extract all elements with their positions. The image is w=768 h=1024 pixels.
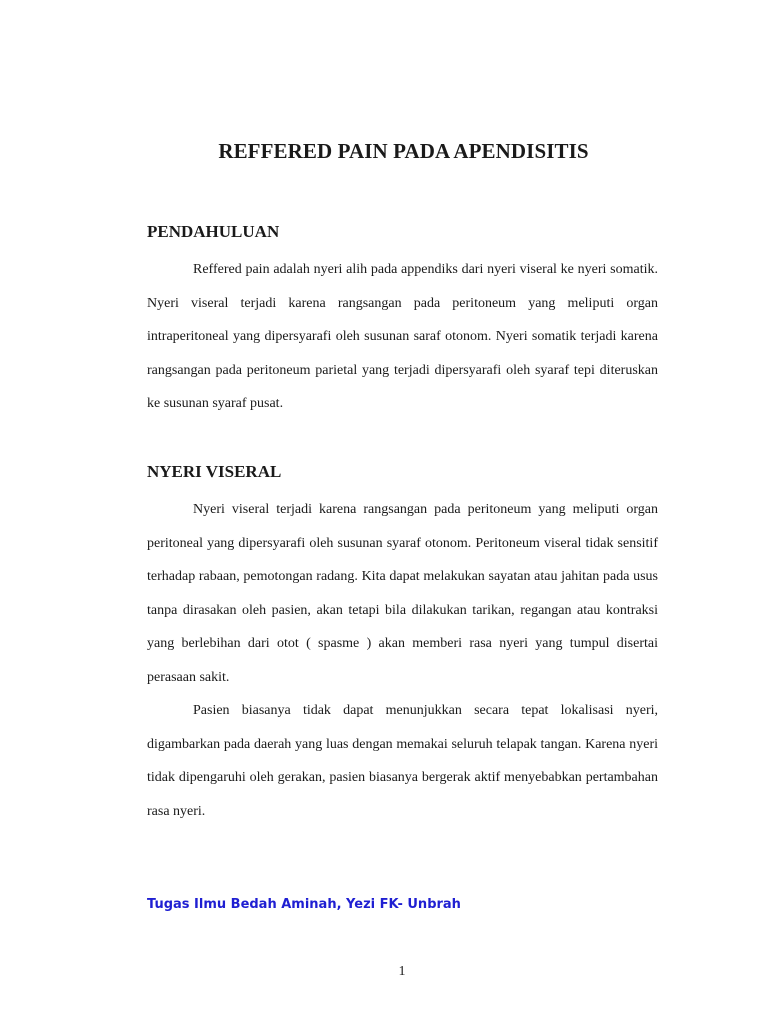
paragraph-nyeri-viseral-2: Pasien biasanya tidak dapat menunjukkan secara tepat lokalisasi nyeri, digambarkan pada daerah yang luas dengan memakai seluruh telapak tangan. Karena nyeri tidak dipengaruhi oleh gerakan, pasien biasanya bergerak aktif menyebabkan pertambahan rasa nyeri.	[147, 703, 658, 819]
page-number: 1	[398, 964, 406, 979]
section-heading-pendahuluan: PENDAHULUAN	[147, 222, 280, 241]
section-heading-nyeri-viseral: NYERI VISERAL	[147, 462, 282, 481]
document-title: REFFERED PAIN PADA APENDISITIS	[218, 139, 589, 163]
paragraph-nyeri-viseral-1: Nyeri viseral terjadi karena rangsangan pada peritoneum yang meliputi organ peritoneal yang dipersyarafi oleh susunan syaraf otonom. Peritoneum viseral tidak sensitif terhadap rabaan, pemotongan radang. Kita dapat melakukan sayatan atau jahitan pada usus tanpa dirasakan oleh pasien, akan tetapi bila dilakukan tarikan, regangan atau kontraksi yang berlebihan dari otot ( spasme ) akan memberi rasa nyeri yang tumpul disertai perasaan sakit.	[147, 502, 658, 685]
footer-note: Tugas Ilmu Bedah Aminah, Yezi FK- Unbrah	[147, 897, 461, 912]
paragraph-pendahuluan: Reffered pain adalah nyeri alih pada appendiks dari nyeri viseral ke nyeri somatik. Nyeri viseral terjadi karena rangsangan pada peritoneum yang meliputi organ intraperitoneal yang dipersyarafi oleh susunan saraf otonom. Nyeri somatik terjadi karena rangsangan pada peritoneum parietal yang terjadi dipersyarafi oleh syaraf tepi diteruskan ke susunan syaraf pusat.	[147, 262, 658, 411]
